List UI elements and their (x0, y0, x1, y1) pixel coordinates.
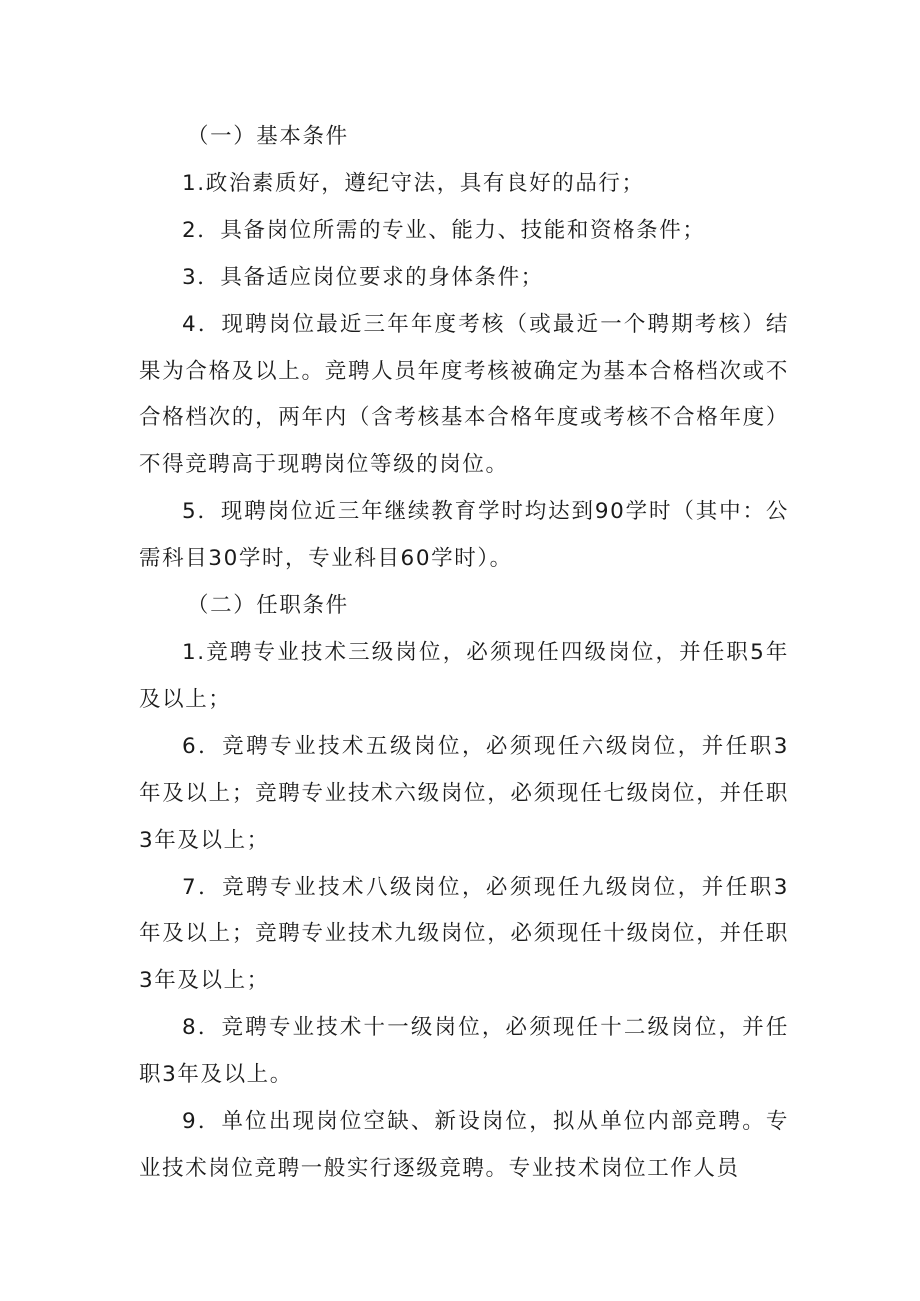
paragraph-basic-item-4: 4．现聘岗位最近三年年度考核（或最近一个聘期考核）结果为合格及以上。竞聘人员年度考核被确定为基本合格档次或不合格档次的，两年内（含考核基本合格年度或考核不合格年度）不得竞聘高于现聘岗位等级的岗位。 (139, 311, 789, 478)
document-body (139, 114, 789, 1193)
paragraph-basic-item-1: 1.政治素质好，遵纪守法，具有良好的品行； (182, 170, 645, 196)
section-heading-basic-conditions: （一）基本条件 (187, 124, 349, 149)
section-heading-appointment-conditions: （二）任职条件 (187, 593, 349, 619)
paragraph-appointment-item-7: 7．竞聘专业技术八级岗位，必须现任九级岗位，并任职3年及以上；竞聘专业技术九级岗位，必须现任十级岗位，并任职3年及以上； (139, 874, 789, 994)
paragraph-appointment-item-8: 8．竞聘专业技术十一级岗位，必须现任十二级岗位，并任职3年及以上。 (139, 1015, 789, 1088)
paragraph-basic-item-3: 3．具备适应岗位要求的身体条件； (182, 264, 544, 290)
paragraph-appointment-item-9: 9．单位出现岗位空缺、新设岗位，拟从单位内部竞聘。专业技术岗位竞聘一般实行逐级竞聘。专业技术岗位工作人员 (139, 1109, 789, 1181)
paragraph-appointment-item-6: 6．竞聘专业技术五级岗位，必须现任六级岗位，并任职3年及以上；竞聘专业技术六级岗位，必须现任七级岗位，并任职3年及以上； (139, 733, 789, 853)
paragraph-basic-item-2: 2．具备岗位所需的专业、能力、技能和资格条件； (182, 217, 706, 243)
paragraph-basic-item-5: 5．现聘岗位近三年继续教育学时均达到90学时（其中：公需科目30学时，专业科目60学时）。 (139, 499, 789, 572)
paragraph-appointment-item-1: 1.竞聘专业技术三级岗位，必须现任四级岗位，并任职5年及以上； (139, 639, 789, 712)
